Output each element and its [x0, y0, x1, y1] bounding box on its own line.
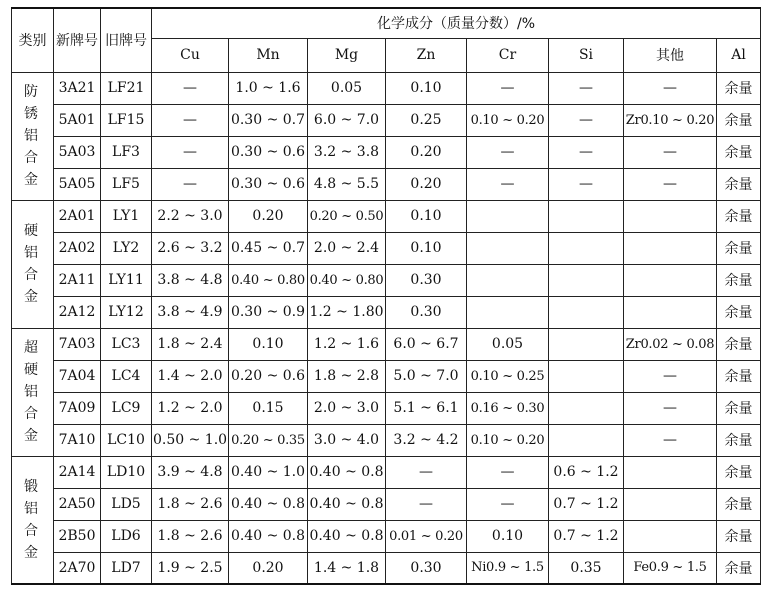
cell-old-grade: LF3	[101, 136, 152, 168]
table-row	[12, 200, 761, 232]
cell-si: —	[549, 104, 624, 136]
cell-other	[624, 264, 717, 296]
cell-old-grade: LF15	[101, 104, 152, 136]
cell-si	[549, 296, 624, 328]
header-element-mg: Mg	[308, 38, 386, 72]
cell-new-grade: 2A14	[54, 456, 101, 488]
cell-al: 余量	[717, 136, 761, 168]
header-composition: 化学成分（质量分数）/%	[152, 8, 761, 38]
cell-si: —	[549, 72, 624, 104]
cell-mg: 0.20 ~ 0.50	[308, 200, 386, 232]
cell-si	[549, 200, 624, 232]
cell-cu: 0.50 ~ 1.0	[152, 424, 229, 456]
cell-si	[549, 328, 624, 360]
cell-mg: 0.40 ~ 0.8	[308, 520, 386, 552]
header-element-mn: Mn	[229, 38, 308, 72]
cell-mg: 0.40 ~ 0.8	[308, 456, 386, 488]
cell-al: 余量	[717, 264, 761, 296]
cell-si: —	[549, 168, 624, 200]
cell-new-grade: 2A11	[54, 264, 101, 296]
cell-other: Zr0.02 ~ 0.08	[624, 328, 717, 360]
cell-other: —	[624, 136, 717, 168]
cell-cu: 3.9 ~ 4.8	[152, 456, 229, 488]
cell-zn: 0.10	[386, 200, 467, 232]
cell-cu: 1.4 ~ 2.0	[152, 360, 229, 392]
cell-al: 余量	[717, 360, 761, 392]
cell-new-grade: 7A03	[54, 328, 101, 360]
cell-zn: —	[386, 456, 467, 488]
cell-mg: 2.0 ~ 2.4	[308, 232, 386, 264]
cell-al: 余量	[717, 232, 761, 264]
cell-old-grade: LC3	[101, 328, 152, 360]
header-element-al: Al	[717, 38, 761, 72]
cell-old-grade: LD6	[101, 520, 152, 552]
cell-si	[549, 360, 624, 392]
cell-cr: —	[467, 488, 549, 520]
cell-cr	[467, 200, 549, 232]
cell-mg: 1.2 ~ 1.6	[308, 328, 386, 360]
header-new-grade: 新牌号	[54, 8, 101, 72]
cell-cu: 1.9 ~ 2.5	[152, 552, 229, 584]
cell-zn: 6.0 ~ 6.7	[386, 328, 467, 360]
cell-mg: 3.2 ~ 3.8	[308, 136, 386, 168]
cell-zn: —	[386, 488, 467, 520]
table-row	[12, 104, 761, 136]
cell-old-grade: LY2	[101, 232, 152, 264]
cell-old-grade: LY11	[101, 264, 152, 296]
table-row	[12, 360, 761, 392]
cell-zn: 5.0 ~ 7.0	[386, 360, 467, 392]
cell-old-grade: LD5	[101, 488, 152, 520]
cell-mn: 0.20 ~ 0.35	[229, 424, 308, 456]
cell-zn: 0.30	[386, 264, 467, 296]
header-element-cu: Cu	[152, 38, 229, 72]
cell-new-grade: 2A50	[54, 488, 101, 520]
cell-old-grade: LY1	[101, 200, 152, 232]
cell-mn: 0.20	[229, 552, 308, 584]
cell-other	[624, 488, 717, 520]
cell-cr	[467, 264, 549, 296]
cell-si: 0.35	[549, 552, 624, 584]
cell-mn: 0.30 ~ 0.7	[229, 104, 308, 136]
cell-other	[624, 200, 717, 232]
cell-mg: 1.2 ~ 1.80	[308, 296, 386, 328]
cell-si: 0.7 ~ 1.2	[549, 488, 624, 520]
cell-new-grade: 2A01	[54, 200, 101, 232]
cell-cr: —	[467, 168, 549, 200]
cell-al: 余量	[717, 296, 761, 328]
cell-mn: 0.30 ~ 0.6	[229, 168, 308, 200]
cell-mg: 3.0 ~ 4.0	[308, 424, 386, 456]
table-row	[12, 72, 761, 104]
cell-si: 0.6 ~ 1.2	[549, 456, 624, 488]
cell-mg: 1.8 ~ 2.8	[308, 360, 386, 392]
header-old-grade: 旧牌号	[101, 8, 152, 72]
cell-mn: 0.45 ~ 0.7	[229, 232, 308, 264]
cell-zn: 0.20	[386, 136, 467, 168]
cell-mg: 1.4 ~ 1.8	[308, 552, 386, 584]
category-cell: 硬铝合金	[12, 200, 54, 328]
cell-cu: 1.8 ~ 2.4	[152, 328, 229, 360]
cell-new-grade: 2A12	[54, 296, 101, 328]
cell-other: —	[624, 168, 717, 200]
cell-zn: 0.20	[386, 168, 467, 200]
cell-si	[549, 232, 624, 264]
cell-new-grade: 2B50	[54, 520, 101, 552]
cell-zn: 0.30	[386, 552, 467, 584]
table-row	[12, 232, 761, 264]
cell-cr: 0.10	[467, 520, 549, 552]
cell-zn: 0.25	[386, 104, 467, 136]
cell-al: 余量	[717, 456, 761, 488]
cell-old-grade: LF5	[101, 168, 152, 200]
cell-mg: 2.0 ~ 3.0	[308, 392, 386, 424]
cell-al: 余量	[717, 392, 761, 424]
cell-si	[549, 264, 624, 296]
cell-cu: 1.2 ~ 2.0	[152, 392, 229, 424]
cell-al: 余量	[717, 424, 761, 456]
cell-al: 余量	[717, 104, 761, 136]
cell-old-grade: LC4	[101, 360, 152, 392]
cell-mn: 0.30 ~ 0.6	[229, 136, 308, 168]
cell-si	[549, 424, 624, 456]
cell-old-grade: LD10	[101, 456, 152, 488]
cell-new-grade: 7A10	[54, 424, 101, 456]
cell-si	[549, 392, 624, 424]
table-row	[12, 488, 761, 520]
cell-cu: 1.8 ~ 2.6	[152, 520, 229, 552]
cell-cr: 0.10 ~ 0.20	[467, 424, 549, 456]
cell-al: 余量	[717, 488, 761, 520]
cell-zn: 0.10	[386, 72, 467, 104]
cell-new-grade: 5A05	[54, 168, 101, 200]
cell-cr: Ni0.9 ~ 1.5	[467, 552, 549, 584]
cell-cr: —	[467, 136, 549, 168]
header-element-cr: Cr	[467, 38, 549, 72]
cell-other	[624, 520, 717, 552]
cell-mn: 0.20	[229, 200, 308, 232]
cell-cu: —	[152, 72, 229, 104]
cell-old-grade: LD7	[101, 552, 152, 584]
cell-new-grade: 2A70	[54, 552, 101, 584]
cell-other	[624, 296, 717, 328]
table-row	[12, 136, 761, 168]
cell-zn: 0.01 ~ 0.20	[386, 520, 467, 552]
table-row	[12, 168, 761, 200]
cell-mn: 0.40 ~ 0.8	[229, 520, 308, 552]
cell-al: 余量	[717, 552, 761, 584]
header-element-other: 其他	[624, 38, 717, 72]
cell-mn: 0.20 ~ 0.6	[229, 360, 308, 392]
table-row	[12, 296, 761, 328]
cell-cu: 2.2 ~ 3.0	[152, 200, 229, 232]
cell-cr: 0.16 ~ 0.30	[467, 392, 549, 424]
cell-mn: 0.40 ~ 0.80	[229, 264, 308, 296]
cell-old-grade: LY12	[101, 296, 152, 328]
cell-mg: 6.0 ~ 7.0	[308, 104, 386, 136]
cell-other: —	[624, 360, 717, 392]
cell-other	[624, 232, 717, 264]
cell-mg: 4.8 ~ 5.5	[308, 168, 386, 200]
cell-zn: 0.10	[386, 232, 467, 264]
aluminum-alloy-composition-table	[11, 7, 761, 585]
cell-cu: —	[152, 104, 229, 136]
cell-new-grade: 7A09	[54, 392, 101, 424]
cell-cr: 0.10 ~ 0.20	[467, 104, 549, 136]
cell-cu: —	[152, 168, 229, 200]
cell-old-grade: LC9	[101, 392, 152, 424]
cell-al: 余量	[717, 200, 761, 232]
cell-cr: 0.10 ~ 0.25	[467, 360, 549, 392]
cell-cr: 0.05	[467, 328, 549, 360]
cell-al: 余量	[717, 328, 761, 360]
cell-new-grade: 5A03	[54, 136, 101, 168]
header-element-si: Si	[549, 38, 624, 72]
category-cell: 防锈铝合金	[12, 72, 54, 200]
table-row	[12, 392, 761, 424]
cell-cu: 3.8 ~ 4.9	[152, 296, 229, 328]
cell-al: 余量	[717, 168, 761, 200]
category-cell: 锻铝合金	[12, 456, 54, 584]
cell-other: —	[624, 72, 717, 104]
cell-mn: 0.40 ~ 1.0	[229, 456, 308, 488]
cell-cu: —	[152, 136, 229, 168]
table-row	[12, 424, 761, 456]
cell-cr: —	[467, 456, 549, 488]
cell-zn: 5.1 ~ 6.1	[386, 392, 467, 424]
cell-old-grade: LF21	[101, 72, 152, 104]
table-row	[12, 552, 761, 584]
cell-zn: 3.2 ~ 4.2	[386, 424, 467, 456]
header-element-zn: Zn	[386, 38, 467, 72]
cell-other: Zr0.10 ~ 0.20	[624, 104, 717, 136]
cell-cr	[467, 296, 549, 328]
cell-other: Fe0.9 ~ 1.5	[624, 552, 717, 584]
cell-al: 余量	[717, 72, 761, 104]
cell-cu: 1.8 ~ 2.6	[152, 488, 229, 520]
cell-mn: 0.40 ~ 0.8	[229, 488, 308, 520]
cell-old-grade: LC10	[101, 424, 152, 456]
cell-zn: 0.30	[386, 296, 467, 328]
cell-other: —	[624, 424, 717, 456]
cell-new-grade: 7A04	[54, 360, 101, 392]
category-cell: 超硬铝合金	[12, 328, 54, 456]
cell-si: 0.7 ~ 1.2	[549, 520, 624, 552]
cell-al: 余量	[717, 520, 761, 552]
table-row	[12, 520, 761, 552]
cell-new-grade: 5A01	[54, 104, 101, 136]
cell-mn: 1.0 ~ 1.6	[229, 72, 308, 104]
cell-si: —	[549, 136, 624, 168]
cell-mg: 0.40 ~ 0.8	[308, 488, 386, 520]
cell-cu: 3.8 ~ 4.8	[152, 264, 229, 296]
cell-mg: 0.05	[308, 72, 386, 104]
cell-new-grade: 2A02	[54, 232, 101, 264]
cell-mg: 0.40 ~ 0.80	[308, 264, 386, 296]
cell-mn: 0.10	[229, 328, 308, 360]
cell-cr: —	[467, 72, 549, 104]
header-category: 类别	[12, 8, 54, 72]
cell-cu: 2.6 ~ 3.2	[152, 232, 229, 264]
table-row	[12, 456, 761, 488]
table-row	[12, 328, 761, 360]
table-row	[12, 264, 761, 296]
cell-other: —	[624, 392, 717, 424]
cell-mn: 0.30 ~ 0.9	[229, 296, 308, 328]
cell-new-grade: 3A21	[54, 72, 101, 104]
cell-cr	[467, 232, 549, 264]
cell-other	[624, 456, 717, 488]
cell-mn: 0.15	[229, 392, 308, 424]
